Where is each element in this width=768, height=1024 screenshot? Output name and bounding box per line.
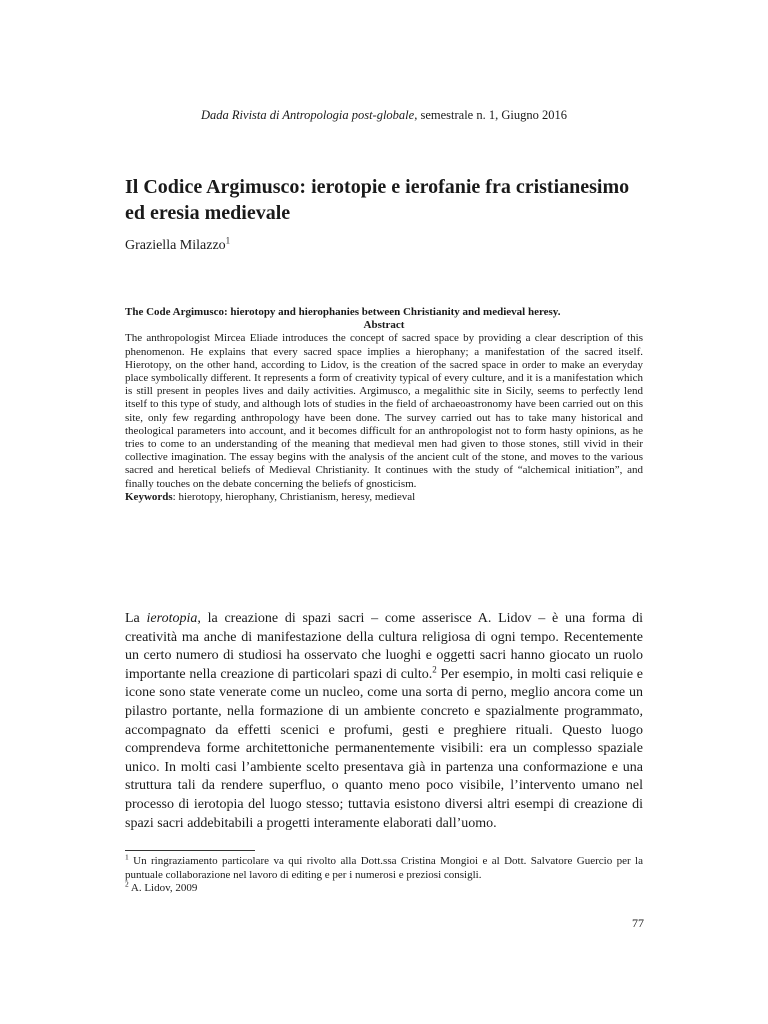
abstract-heading: Abstract (363, 319, 405, 332)
body-paragraph (125, 610, 643, 833)
footnote-2-number: 2 (125, 879, 129, 889)
footnotes (125, 852, 643, 896)
body-term: ierotopia (146, 611, 198, 626)
author-line (125, 235, 231, 254)
footnote-1-text: Un ringraziamento particolare va qui rivolto alla Dott.ssa Cristina Mongioi e al Dott. Salvatore Guercio per la puntuale collaborazione nel lavoro di editing e per i numerosi e preziosi consigli. (125, 855, 643, 881)
footnote-2-text: A. Lidov, 2009 (128, 882, 198, 894)
body-intro: La (125, 611, 147, 626)
body-part-2: Per esempio, in molti casi reliquie e icone sono state venerate come un nucleo, come una sorta di perno, meglio ancora come un pilastro portante, nella formazione di un ambiente concreto e spazialmente programmato, accompagnato da effetti scenici e profumi, gesti e preghiere rituali. Questo luogo comprendeva forme architettoniche permanentemente visibili: era un complesso spaziale unico. In molti casi l’ambiente scelto presentava già in partenza una conformazione e una struttura tali da rendere superfluo, o quanto meno poco visibile, l’intervento umano nel processo di ierotopia del luogo stesso; tuttavia esistono diversi altri esempi di creazione di spazi sacri addebitabili a progetti interamente elaborati dall’uomo. (125, 666, 643, 831)
footnote-1-number: 1 (125, 852, 129, 862)
journal-issue: , semestrale n. 1, Giugno 2016 (414, 108, 567, 122)
footnote-divider (125, 850, 255, 851)
page-number: 77 (632, 916, 644, 930)
author-name: Graziella Milazzo (125, 238, 226, 253)
body-part-1: , la creazione di spazi sacri – come asserisce A. Lidov – è una forma di creatività ma anche di manifestazione della cultura religiosa di ogni tempo. Recentemente un certo numero di studiosi ha osservato che luoghi e oggetti sacri hanno giocato un ruolo importante nella creazione di particolari spazi di culto. (125, 611, 644, 682)
keywords-label: Keywords (125, 490, 173, 503)
journal-name: Dada Rivista di Antropologia post-globale (201, 108, 415, 122)
article-title: Il Codice Argimusco: ierotopie e ierofanie fra cristianesimo ed eresia medievale (125, 176, 630, 224)
footnote-1 (125, 852, 643, 882)
abstract-text: The anthropologist Mircea Eliade introduces the concept of sacred space by providing a clear description of this phenomenon. He explains that every sacred space implies a hierophany; a manifestation of the sacred itself. Hierotopy, on the other hand, according to Lidov, is the creation of the sacred space in order to make an everyday place symbolically different. It represents a form of creativity typical of every culture, and it is a manifestation which is still present in peoples lives and daily activities. Argimusco, a megalithic site in Sicily, seems to perfectly lend itself to this type of study, and although lots of studies in the field of archaeoastronomy have been carried out on this site, only few regarding anthropology have been done. The survey carried out has to take many historical and theological parameters into account, and it becomes difficult for an anthropologist not to form hasty opinions, as he tries to come to an understanding of the meaning that medieval men had given to those stones, still vivid in their collective imagination. The essay begins with the analysis of the ancient cult of the stone, and moves to the various sacred and heretical beliefs of Medieval Christianity. It continues with the study of “alchemical initiation”, and finally touches on the debate concerning the beliefs of gnosticism. (125, 332, 643, 490)
footnote-ref-2: 2 (432, 664, 437, 675)
author-footnote-marker: 1 (225, 235, 231, 246)
footnote-2 (125, 879, 643, 896)
keywords-line (125, 491, 643, 504)
abstract-section (125, 306, 643, 504)
english-title: The Code Argimusco: hierotopy and hierophanies between Christianity and medieval heresy. (125, 306, 561, 318)
keywords-list: : hierotopy, hierophany, Christianism, heresy, medieval (172, 490, 416, 503)
running-header (0, 108, 768, 123)
